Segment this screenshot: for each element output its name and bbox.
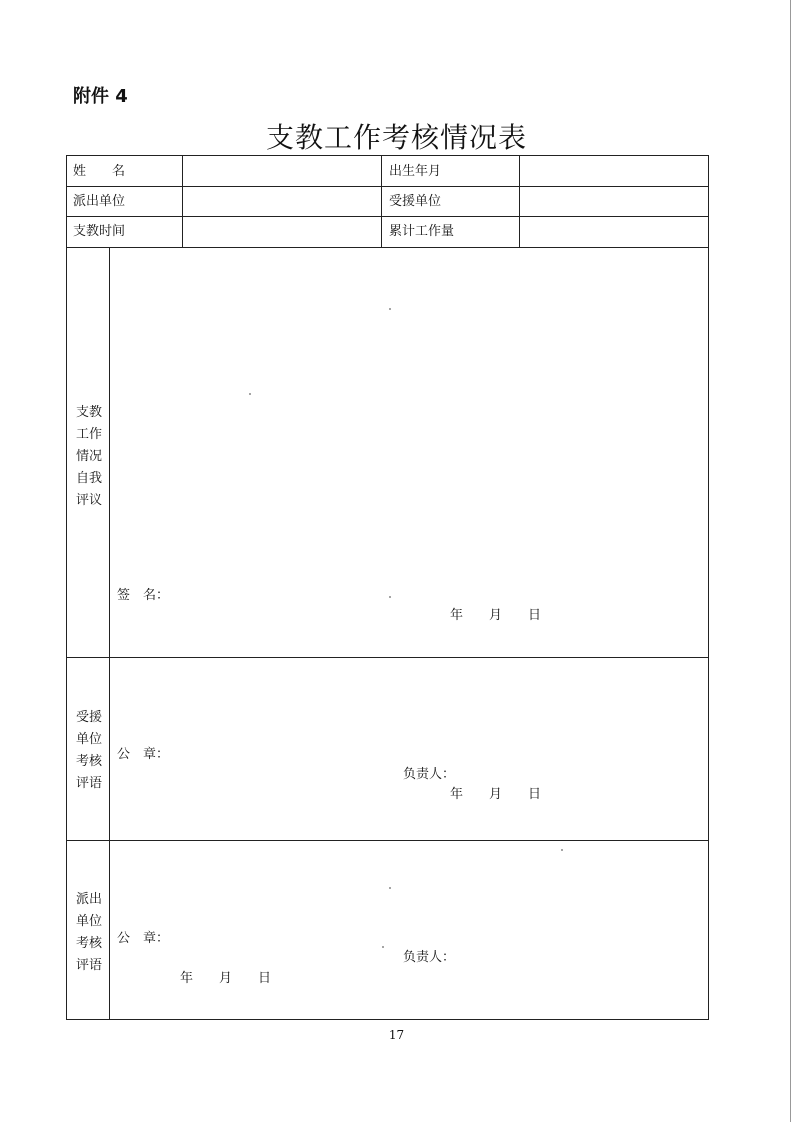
name-label: 姓 名	[73, 164, 126, 179]
host-review-label: 受援 单位 考核 评语	[75, 710, 102, 791]
scan-speck	[389, 887, 391, 889]
label-column-divider	[109, 247, 110, 1019]
column-divider	[519, 156, 520, 247]
signature-label: 签 名：	[117, 588, 170, 603]
host-person-label: 负责人：	[403, 767, 456, 782]
row-divider	[67, 657, 708, 658]
sender-review-date: 年 月 日	[180, 971, 272, 986]
column-divider	[182, 156, 183, 247]
page-number: 17	[388, 1028, 405, 1042]
scan-speck	[249, 393, 251, 395]
host-unit-label: 受援单位	[389, 194, 442, 209]
row-divider	[67, 216, 708, 217]
host-seal-label: 公 章：	[117, 747, 170, 762]
scan-speck	[389, 596, 391, 598]
form-title: 支教工作考核情况表	[265, 121, 527, 154]
attachment-label: 附件 4	[73, 86, 128, 107]
row-divider	[67, 186, 708, 187]
assessment-form-table	[66, 155, 709, 1020]
scan-speck	[389, 308, 391, 310]
sender-person-label: 负责人：	[403, 950, 456, 965]
scan-edge-line	[790, 0, 791, 1122]
sending-unit-label: 派出单位	[73, 194, 126, 209]
self-review-label: 支教 工作 情况 自我 评议	[75, 405, 102, 508]
teaching-period-label: 支教时间	[73, 224, 126, 239]
total-workload-label: 累计工作量	[389, 224, 455, 239]
scan-speck	[382, 946, 384, 948]
self-review-date: 年 月 日	[450, 608, 542, 623]
scan-speck	[561, 849, 563, 851]
birth-date-label: 出生年月	[389, 164, 442, 179]
row-divider	[67, 247, 708, 248]
sender-review-label: 派出 单位 考核 评语	[75, 892, 102, 973]
host-review-date: 年 月 日	[450, 787, 542, 802]
sender-seal-label: 公 章：	[117, 931, 170, 946]
row-divider	[67, 840, 708, 841]
column-divider	[381, 156, 382, 247]
